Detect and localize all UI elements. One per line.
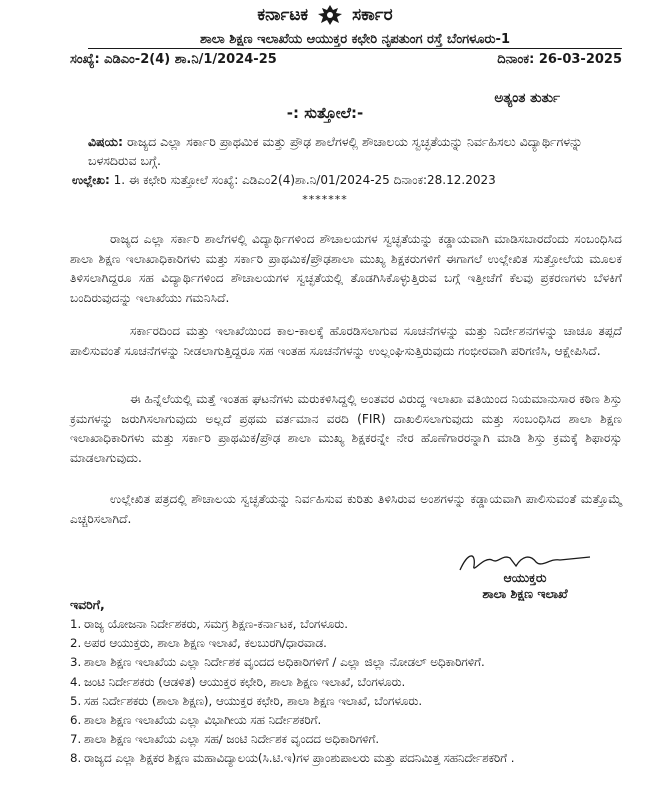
recipient-text: ಸಹ ನಿರ್ದೇಶಕರು (ಶಾಲಾ ಶಿಕ್ಷಣ), ಆಯುಕ್ತರ ಕಛೇರಿ, ಶಾಲಾ ಶಿಕ್ಷಣ ಇಲಾಖೆ, ಬೆಂಗಳೂರು. [84,693,423,708]
letter-date: ದಿನಾಂಕ: 26-03-2025 [497,52,622,67]
list-item [70,730,622,749]
reference-label: ಉಲ್ಲೇಖ: [72,173,110,187]
subject-text: ರಾಜ್ಯದ ಎಲ್ಲಾ ಸರ್ಕಾರಿ ಪ್ರಾಥಮಿಕ ಮತ್ತು ಪ್ರೌಢ ಶಾಲೆಗಳಲ್ಲಿ ಶೌಚಾಲಯ ಸ್ವಚ್ಛತೆಯನ್ನು ನಿರ್ವಹಿಸಲು ವಿದ್ಯಾರ್ಥಿಗಳನ್ನು ಬಳಸದಿರುವ ಬಗ್ಗೆ. [88,134,583,168]
government-left: ಕರ್ನಾಟಕ [257,5,309,25]
recipient-text: ಶಾಲಾ ಶಿಕ್ಷಣ ಇಲಾಖೆಯ ಎಲ್ಲಾ ನಿರ್ದೇಶಕ ವೃಂದದ ಅಧಿಕಾರಿಗಳಿಗೆ / ಎಲ್ಲಾ ಜಿಲ್ಲಾ ನೋಡಲ್ ಅಧಿಕಾರಿಗಳಿಗೆ. [84,655,485,670]
recipient-number: 4. [70,674,82,689]
recipient-text: ಶಾಲಾ ಶಿಕ್ಷಣ ಇಲಾಖೆಯ ಎಲ್ಲಾ ಸಹ/ ಜಂಟಿ ನಿರ್ದೇಶಕ ವೃಂದದ ಅಧಿಕಾರಿಗಳಿಗೆ. [84,732,380,747]
recipient-text: ರಾಜ್ಯದ ಎಲ್ಲಾ ಶಿಕ್ಷಕರ ಶಿಕ್ಷಣ ಮಹಾವಿದ್ಯಾಲಯ(ಸಿ.ಟಿ.ಇ)ಗಳ ಪ್ರಾಂಶುಪಾಲರು ಮತ್ತು ಪದನಿಮಿತ್ತ ಸಹನಿರ್ದೇಶಕರಿಗೆ . [84,751,515,766]
list-item [70,749,622,768]
separator: ******* [302,193,348,206]
recipient-text: ಶಾಲಾ ಶಿಕ್ಷಣ ಇಲಾಖೆಯ ಎಲ್ಲಾ ವಿಭಾಗೀಯ ಸಹ ನಿರ್ದೇಶಕರಿಗೆ. [84,713,322,728]
recipient-number: 5. [70,693,82,708]
recipient-number: 1. [70,617,82,631]
subject-block [88,132,622,170]
signature-block [440,548,610,602]
list-item [70,615,622,634]
urgency-label: ಅತ್ಯಂತ ತುರ್ತು [494,90,560,106]
paragraph-4: ಉಲ್ಲೇಖಿತ ಪತ್ರದಲ್ಲಿ ಶೌಚಾಲಯ ಸ್ವಚ್ಛತೆಯನ್ನು ನಿರ್ವಹಿಸುವ ಕುರಿತು ತಿಳಿಸಿರುವ ಅಂಶಗಳನ್ನು ಕಡ್ಡಾಯವಾಗಿ ಪಾಲಿಸುವಂತೆ ಮತ್ತೊಮ್ಮೆ ಎಚ್ಚರಿಸಲಾಗಿದೆ. [70,492,622,526]
paragraph-2: ಸರ್ಕಾರದಿಂದ ಮತ್ತು ಇಲಾಖೆಯಿಂದ ಕಾಲ-ಕಾಲಕ್ಕೆ ಹೊರಡಿಸಲಾಗುವ ಸೂಚನೆಗಳನ್ನು ಮತ್ತು ನಿರ್ದೇಶನಗಳನ್ನು ಚಾಚೂ ತಪ್ಪದೆ ಪಾಲಿಸುವಂತೆ ಸೂಚನೆಗಳನ್ನು ನೀಡಲಾಗುತ್ತಿದ್ದರೂ ಸಹ ಇಂತಹ ಸೂಚನೆಗಳನ್ನು ಉಲ್ಲಂಘಿಸುತ್ತಿರುವುದು ಗಂಭೀರವಾಗಿ ಪರಿಗಣಿಸಿ, ಆಕ್ಷೇಪಿಸಿದೆ. [70,324,622,358]
list-item [70,653,622,672]
office-address: ಶಾಲಾ ಶಿಕ್ಷಣ ಇಲಾಖೆಯ ಆಯುಕ್ತರ ಕಛೇರಿ ನೃಪತುಂಗ ರಸ್ತೆ ಬೆಂಗಳೂರು-1 [88,32,622,49]
recipient-text: ಜಂಟಿ ನಿರ್ದೇಶಕರು (ಆಡಳಿತ) ಆಯುಕ್ತರ ಕಛೇರಿ, ಶಾಲಾ ಶಿಕ್ಷಣ ಇಲಾಖೆ, ಬೆಂಗಳೂರು. [84,674,406,689]
state-emblem-icon [316,4,344,26]
government-right: ಸರ್ಕಾರ [352,5,393,25]
signatory-designation: ಆಯುಕ್ತರು [503,570,547,585]
list-item [70,634,622,653]
list-item [70,692,622,711]
signatory-department: ಶಾಲಾ ಶಿಕ್ಷಣ ಇಲಾಖೆ [482,586,568,601]
circular-title: -: ಸುತ್ತೋಲೆ:- [286,104,364,122]
letterhead [0,4,650,26]
recipient-text: ಅಪರ ಆಯುಕ್ತರು, ಶಾಲಾ ಶಿಕ್ಷಣ ಇಲಾಖೆ, ಕಲಬುರಗಿ/ಧಾರವಾಡ. [84,636,327,651]
reference-number: ಸಂಖ್ಯೆ: ಎಡಿಎಂ-2(4) ಶಾ.ನಿ/1/2024-25 [70,52,277,67]
recipient-number: 3. [70,655,82,670]
list-item [70,711,622,730]
recipient-text: ರಾಜ್ಯ ಯೋಜನಾ ನಿರ್ದೇಶಕರು, ಸಮಗ್ರ ಶಿಕ್ಷಣ-ಕರ್ನಾಟಕ, ಬೆಂಗಳೂರು. [84,617,348,631]
recipient-number: 7. [70,732,82,747]
subject-label: ವಿಷಯ: [88,134,123,149]
reference-text: 1. ಈ ಕಛೇರಿ ಸುತ್ತೋಲೆ ಸಂಖ್ಯೆ: ಎಡಿಎಂ2(4)ಶಾ.ನಿ/01/2024-25 ದಿನಾಂಕ:28.12.2023 [113,173,496,187]
recipient-number: 2. [70,636,82,651]
recipients-list [70,615,622,769]
list-item [70,673,622,692]
recipient-number: 8. [70,751,82,766]
reference-block [72,173,630,188]
reference-row [70,52,622,67]
government-line [0,4,650,26]
recipients-label: ಇವರಿಗೆ, [70,597,105,612]
paragraph-3: ಈ ಹಿನ್ನೆಲೆಯಲ್ಲಿ ಮತ್ತೆ ಇಂತಹ ಘಟನೆಗಳು ಮರುಕಳಿಸಿದ್ದಲ್ಲಿ ಅಂತವರ ವಿರುದ್ಧ ಇಲಾಖಾ ವತಿಯಿಂದ ನಿಯಮಾನುಸಾರ ಕಠಿಣ ಶಿಸ್ತು ಕ್ರಮಗಳನ್ನು ಜರುಗಿಸಲಾಗುವುದು ಅಲ್ಲದೆ ಪ್ರಥಮ ವರ್ತಮಾನ ವರದಿ (FIR) ದಾಖಲಿಸಲಾಗುವುದು ಮತ್ತು ಸಂಬಂಧಿಸಿದ ಶಾಲಾ ಶಿಕ್ಷಣ ಇಲಾಖಾಧಿಕಾರಿಗಳು ಮತ್ತು ಸರ್ಕಾರಿ ಪ್ರಾಥಮಿಕ/ಪ್ರೌಢ ಶಾಲಾ ಮುಖ್ಯ ಶಿಕ್ಷಕರನ್ನೇ ನೇರ ಹೊಣೆಗಾರರನ್ನಾಗಿ ಮಾಡಿ ಶಿಸ್ತು ಕ್ರಮಕ್ಕೆ ಶಿಫಾರಸ್ಸು ಮಾಡಲಾಗುವುದು. [70,392,622,465]
recipient-number: 6. [70,713,82,728]
paragraph-1: ರಾಜ್ಯದ ಎಲ್ಲಾ ಸರ್ಕಾರಿ ಶಾಲೆಗಳಲ್ಲಿ ವಿದ್ಯಾರ್ಥಿಗಳಿಂದ ಶೌಚಾಲಯಗಳ ಸ್ವಚ್ಛತೆಯನ್ನು ಕಡ್ಡಾಯವಾಗಿ ಮಾಡಿಸಬಾರದೆಂದು ಸಂಬಂಧಿಸಿದ ಶಾಲಾ ಶಿಕ್ಷಣ ಇಲಾಖಾಧಿಕಾರಿಗಳು ಮತ್ತು ಸರ್ಕಾರಿ ಪ್ರಾಥಮಿಕ/ಪ್ರೌಢಶಾಲಾ ಮುಖ್ಯ ಶಿಕ್ಷಕರುಗಳಿಗೆ ಈಗಾಗಲೆ ಉಲ್ಲೇಖಿತ ಸುತ್ತೋಲೆಯ ಮೂಲಕ ತಿಳಿಸಲಾಗಿದ್ದರೂ ಸಹ ವಿದ್ಯಾರ್ಥಿಗಳಿಂದ ಶೌಚಾಲಯಗಳ ಸ್ವಚ್ಛತೆಯಲ್ಲಿ ತೊಡಗಿಸಿಕೊಳ್ಳುತ್ತಿರುವ ಬಗ್ಗೆ ಇತ್ತೀಚೆಗೆ ಕೆಲವು ಪ್ರಕರಣಗಳು ಬೆಳಕಿಗೆ ಬಂದಿರುವುದನ್ನು ಇಲಾಖೆಯು ಗಮನಿಸಿದೆ. [70,232,622,305]
